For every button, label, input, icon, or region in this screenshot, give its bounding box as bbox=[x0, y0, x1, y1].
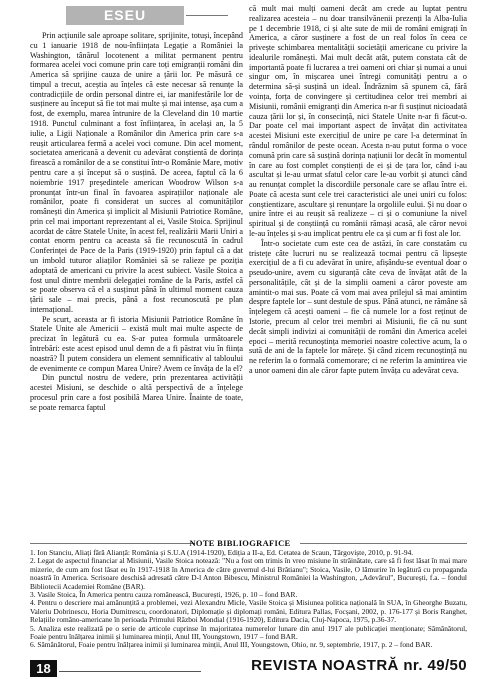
section-label: ESEU bbox=[66, 6, 184, 25]
note-item: 2. Legat de aspectul financiar al Misiunii, Vasile Stoica notează: "Nu a fost om trimis în vreo misiune în străinătate, care să fi fost lăsat în mai mare mizerie, de cum am fost lăsat eu în 1917-1918 în America de către guvernul d-lui Brătianu"; Stoica, Vasile, O lămurire în legătură cu propaganda noastră în America. Scrisoare deschisă adresată către D-l Anton Bibescu, Ministrul României la Washington, „Adevărul", București, f.a. – fondul Bibliotecii Academiei Române (BAR). bbox=[30, 556, 467, 591]
left-paragraph-3: Din punctul nostru de vedere, prin prezentarea activității acestei Misiuni, se deschide o altă perspectivă de a înțelege procesul prin care a fost posibilă Marea Unire. Înainte de toate, se poate remarca faptul bbox=[30, 373, 243, 412]
left-column bbox=[30, 31, 243, 412]
note-item: 1. Ion Stanciu, Aliați fără Alianță: România și S.U.A (1914-1920), Ediția a II-a, Ed. Cetatea de Scaun, Târgoviște, 2010, p. 91-94. bbox=[30, 548, 414, 557]
header-rule bbox=[186, 15, 228, 16]
right-paragraph-2: Într-o societate cum este cea de astăzi, în care constatăm cu tristețe câte lucruri nu se realizează tocmai pentru că lipsește exercițiul de a fi cu adevărat în unire, afișându-se eventual doar o pseudo-unire, avem cu siguranță câte ceva de învățat atât de la personalitățile, cât și de la simplii oameni a căror poveste am amintit-o mai sus. Poate că vom mai avea prilejul să mai amintim despre faptele lor – sunt destule de spus. Până atunci, ne rămâne să înțelegem că acești oameni – fie că numele lor a fost reținut de Istorie, precum al celor trei membri ai Misiunii, fie că nu sunt decât simpli indivizi ai comunității de români din America acelei epoci – merită recunoștința memoriei noastre colective acum, la o sută de ani de la faptele lor mărețe. Și când zicem recunoștință nu ne referim la o formală comemorare; ci ne referim la amintirea vie a unor oameni din ale căror fapte putem învăța cu adevărat ceva. bbox=[249, 238, 467, 375]
note-item: 6. Sămănătorul, Foaie pentru înălțarea inimii și luminarea minții, Anul III, Youngstown, Ohio, nr. 9, septembrie, 1917, p. 2 – fond BAR. bbox=[30, 640, 433, 650]
right-column bbox=[249, 4, 467, 376]
note-item: 3. Vasile Stoica, În America pentru cauza românească, București, 1926, p. 10 – fond BAR. bbox=[30, 590, 298, 600]
left-paragraph-2: Pe scurt, aceasta ar fi istoria Misiunii Patriotice Române în Statele Unite ale Americii – există mult mai multe aspecte de precizat în legătură cu ea. S-ar putea formula următoarele întrebări: este acest episod unul demn de a fi păstrat viu în ființa noastră? Îl putem considera un element semnificativ al tabloului de evenimente ce compun Marea Unire? Avem ce învăța de la el? bbox=[30, 314, 243, 373]
note-item: 5. Analiza este realizată pe o serie de articole cuprinse în majoritatea numerelor lunare din anul 1917 ale publicației menționate; Sămănătorul, Foaie pentru înălțarea inimii și luminarea minții, Anul III, Youngstown, 1917 – fond BAR. bbox=[30, 623, 467, 642]
left-paragraph-1: Prin acțiunile sale aproape solitare, sprijinite, totuși, începând cu 1 ianuarie 1918 de nou-înființata Legație a României la Washington, tânărul locotenent a militat permanent pentru formarea acelei voci comune prin care toți emigranții români din America să sprijine cauza de unire a țării lor. Pe măsură ce timpul a trecut, aceștia au înțeles că este necesar să renunțe la contradicțiile de ordin personal dintre ei, iar manifestările lor de susținere au început să fie tot mai multe și mai intense, așa cum a fost, de exemplu, marea întrunire de la Cleveland din 10 martie 1918. Punctul culminant a fost înființarea, în același an, la 5 iulie, a Ligii Naționale a Românilor din America prin care s-a reușit articularea fermă a acelei voci comune. Din acel moment, societatea americană a devenit cu adevărat conștientă de dorința firească a românilor de a se constitui într-o Românie Mare, motiv pentru care a și început să o susțină. De aceea, faptul că la 6 noiembrie 1917 președintele american Woodrow Wilson s-a pronunțat într-un final în favoarea aspirațiilor naționale ale românilor, poate fi considerat un succes al comunităților românești din America și implicit al Misiunii Patriotice Române, prin cel mai important reprezentant al ei, Vasile Stoica. Sprijinul acordat de către Statele Unite, în acest fel, realizării Marii Uniri a contat enorm pentru ca aceasta să fie recunoscută în cadrul Conferinței de Pace de la Paris (1919-1920) prin faptul că a dat un imbold tuturor aliaților României să se ralieze pe poziția adoptată de americani cu privire la acest subiect. Vasile Stoica a fost unul dintre membrii delegației române de la Paris, astfel că se poate observa că el a susținut până în ultimul moment cauza țării sale – mai precis, până a fost recunoscută pe plan internațional. bbox=[30, 31, 243, 314]
footer-rule bbox=[59, 671, 201, 672]
bibliographic-notes bbox=[30, 549, 467, 650]
notes-title: NOTE BIBLIOGRAFICE bbox=[189, 538, 291, 548]
note-item: 4. Pentru o descriere mai amănunțită a problemei, vezi Alexandru Micle, Vasile Stoica și Misiunea politica națională în SUA, în Gheorghe Buzatu, Valeriu Dobrinescu, Horia Dumitrescu, coordonatori, Diplomație și diplomați români, Editura Pallas, Focșani, 2002, p. 176-177 și Boris Ranghet, Relațiile româno-americane în perioada Primului Război Mondial (1916-1920), Editura Dacia, Cluj-Napoca, 1975, p.36-37. bbox=[30, 598, 467, 625]
magazine-title: REVISTA NOASTRĂ nr. 49/50 bbox=[251, 657, 467, 674]
page-number: 18 bbox=[30, 660, 57, 677]
notes-rule-right bbox=[300, 543, 467, 544]
right-paragraph-1: că mult mai mulți oameni decât am crede au luptat pentru realizarea acesteia – nu doar transilvănenii prezenți la Alba-Iulia pe 1 decembrie 1918, ci și alte sute de mii de români emigrați în America, a căror susținere a fost de un real folos în ceea ce privește schimbarea mentalității societății americane cu privire la idealurile românești. Mai mult decât atât, putem constata cât de importantă poate fi lucrarea a trei oameni ori chiar și numai a unui singur om, în mișcarea unei întregi comunități pentru a o determina să-și susțină un ideal. Îndrăznim să spunem că, fără voința, forța de convingere și certitudinea celor trei membri ai Misiunii, românii emigranți din America n-ar fi susținut nicioadată cauza țării lor și, în consecință, nici Statele Unite n-ar fi făcut-o. Dar poate cel mai important aspect de învățat din activitatea acestei Misiuni este exercițiul de unire pe care l-a determinat în rândul românilor de peste ocean. Acesta n-au putut forma o voce comună prin care să susțină dorința națiunii lor decât în momentul în care au fost complet conștienți de ei și de țara lor, când i-au ascultat și le-au urmat sfatul celor care le-au vorbit și atunci când au renunțat complet la discordiile personale care se aflau între ei. Poate că acesta sunt cele trei caracteristici ale unei uniri cu folos: conștientizare, ascultare și renunțare la orgoliile eului. Și nu doar o unire între ei au reușit să realizeze – ci și o comuniune la nivel spiritual și de conștiință cu românii rămași acasă, ale căror nevoi le-au înțeles și s-au implicat pentru ele ca și cum ar fi fost ale lor. bbox=[249, 4, 467, 238]
